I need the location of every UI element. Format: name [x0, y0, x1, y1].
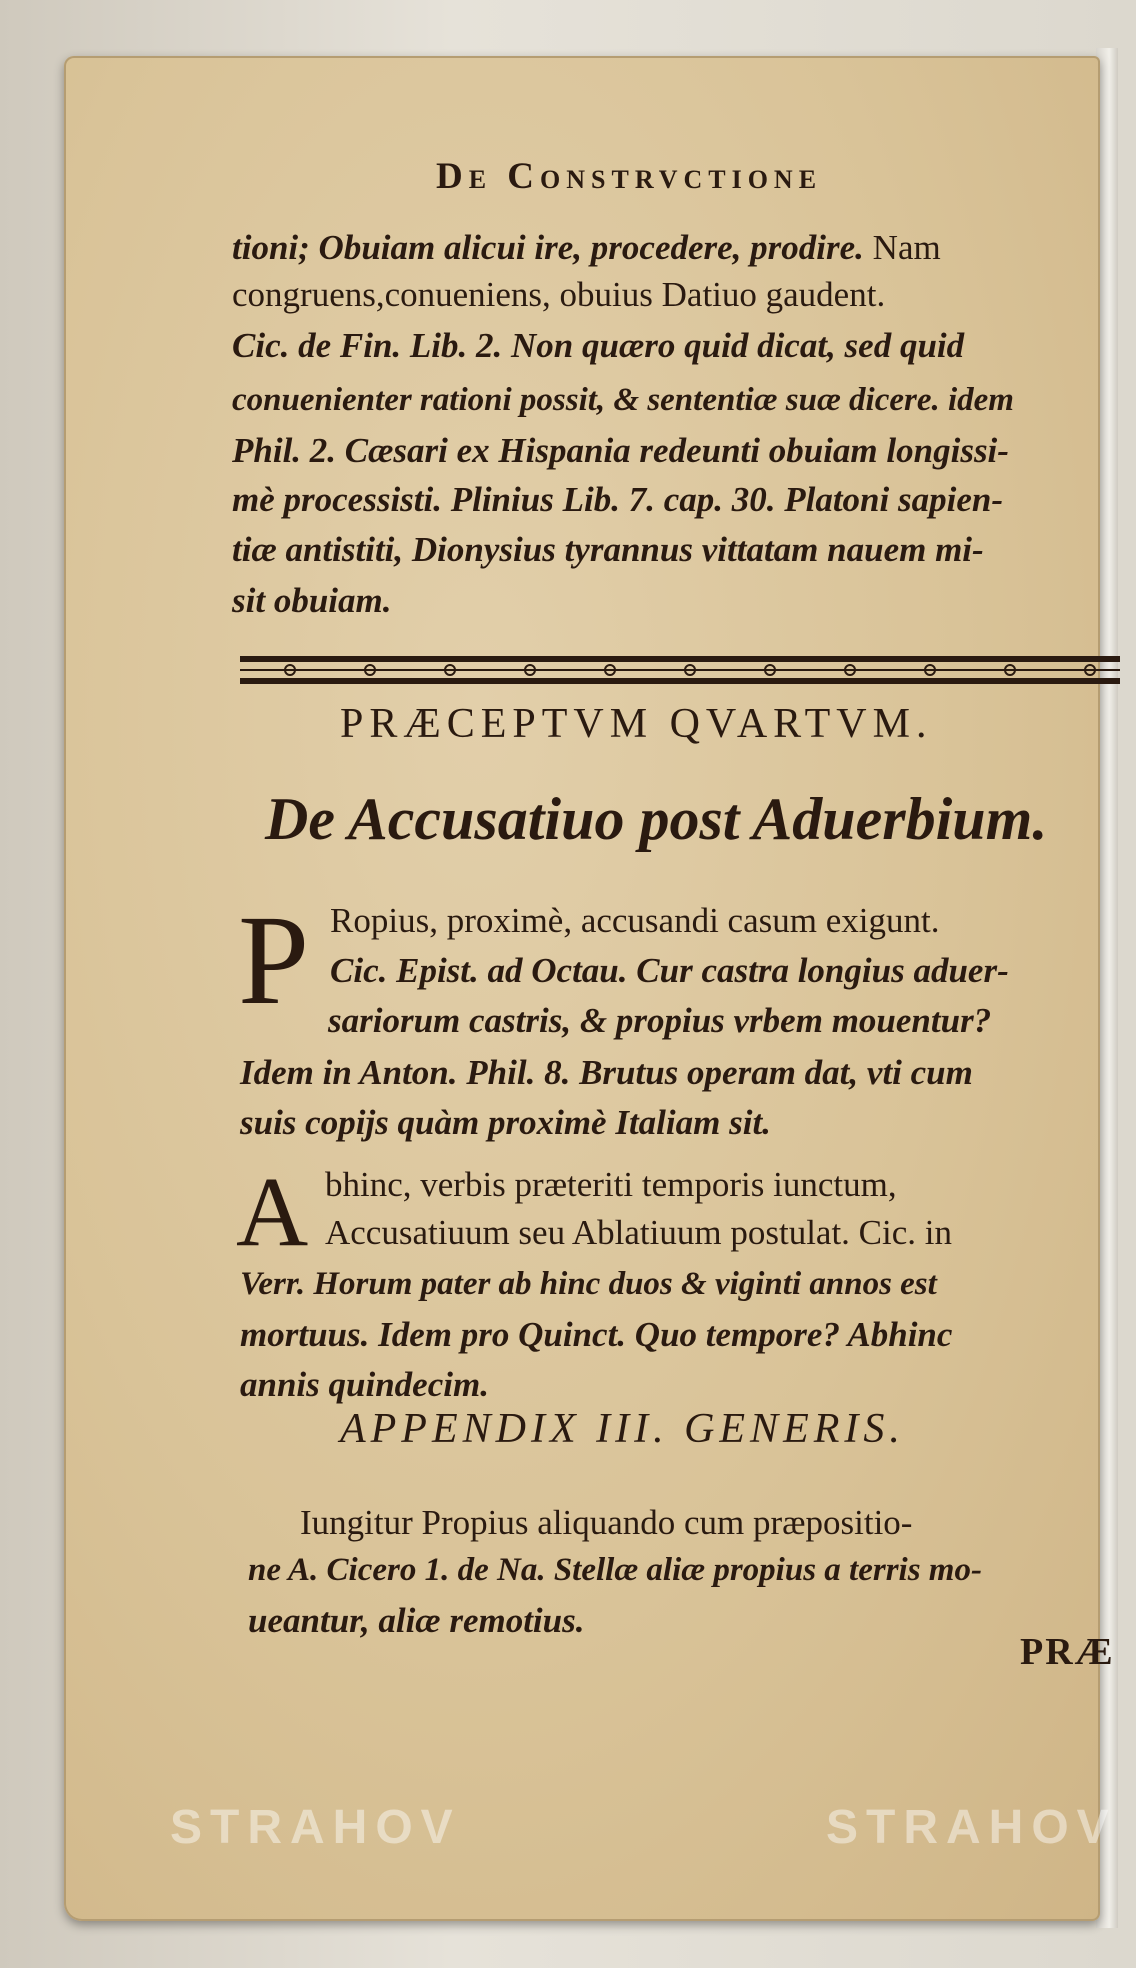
text-line: suis copijs quàm proximè Italiam sit. — [240, 1103, 771, 1142]
watermark-right: STRAHOV — [826, 1801, 1117, 1854]
section-title: De Accusatiuo post Aduerbium. — [265, 786, 1048, 852]
catchword: PRÆ — [1020, 1631, 1115, 1673]
text-line: sariorum castris, & propius vrbem mouentur? — [328, 1001, 992, 1040]
text-line: conuenienter rationi possit, & sententiæ suæ dicere. idem — [232, 382, 1014, 418]
text-line: mè processisti. Plinius Lib. 7. cap. 30. Platoni sapien- — [232, 480, 1003, 519]
text-line: Iungitur Propius aliquando cum præpositio- — [300, 1503, 913, 1542]
text-line: Idem in Anton. Phil. 8. Brutus operam dat, vti cum — [240, 1053, 973, 1092]
drop-cap: P — [238, 889, 310, 1031]
text-line: ne A. Cicero 1. de Na. Stellæ aliæ propius a terris mo- — [248, 1552, 982, 1588]
appendix-heading: APPENDIX III. GENERIS. — [340, 1406, 905, 1452]
running-header: De Constrvctione — [436, 156, 823, 197]
text-line: mortuus. Idem pro Quinct. Quo tempore? Abhinc — [240, 1315, 953, 1354]
text-line: Cic. Epist. ad Octau. Cur castra longius aduer- — [330, 951, 1009, 990]
text-line: annis quindecim. — [240, 1365, 489, 1404]
text-line: sit obuiam. — [232, 581, 392, 620]
text-line: tioni; Obuiam alicui ire, procedere, prodire. Nam — [232, 228, 941, 267]
text-line: tiæ antistiti, Dionysius tyrannus vittatam nauem mi- — [232, 530, 984, 569]
watermark-left: STRAHOV — [170, 1801, 461, 1854]
text-line: Cic. de Fin. Lib. 2. Non quæro quid dicat, sed quid — [232, 326, 965, 365]
ornamental-rule — [240, 652, 1120, 688]
section-heading: PRÆCEPTVM QVARTVM. — [340, 701, 933, 747]
text-line: Phil. 2. Cæsari ex Hispania redeunti obuiam longissi- — [232, 431, 1009, 470]
text-line: Verr. Horum pater ab hinc duos & viginti annos est — [240, 1266, 937, 1302]
drop-cap: A — [236, 1156, 309, 1267]
text-line: Accusatiuum seu Ablatiuum postulat. Cic. in — [325, 1213, 953, 1252]
text-line: congruens,conueniens, obuius Datiuo gaudent. — [232, 275, 886, 314]
text-line: Ropius, proximè, accusandi casum exigunt. — [330, 901, 940, 940]
text-line: ueantur, aliæ remotius. — [248, 1601, 585, 1640]
text-line: bhinc, verbis præteriti temporis iunctum, — [325, 1165, 897, 1204]
